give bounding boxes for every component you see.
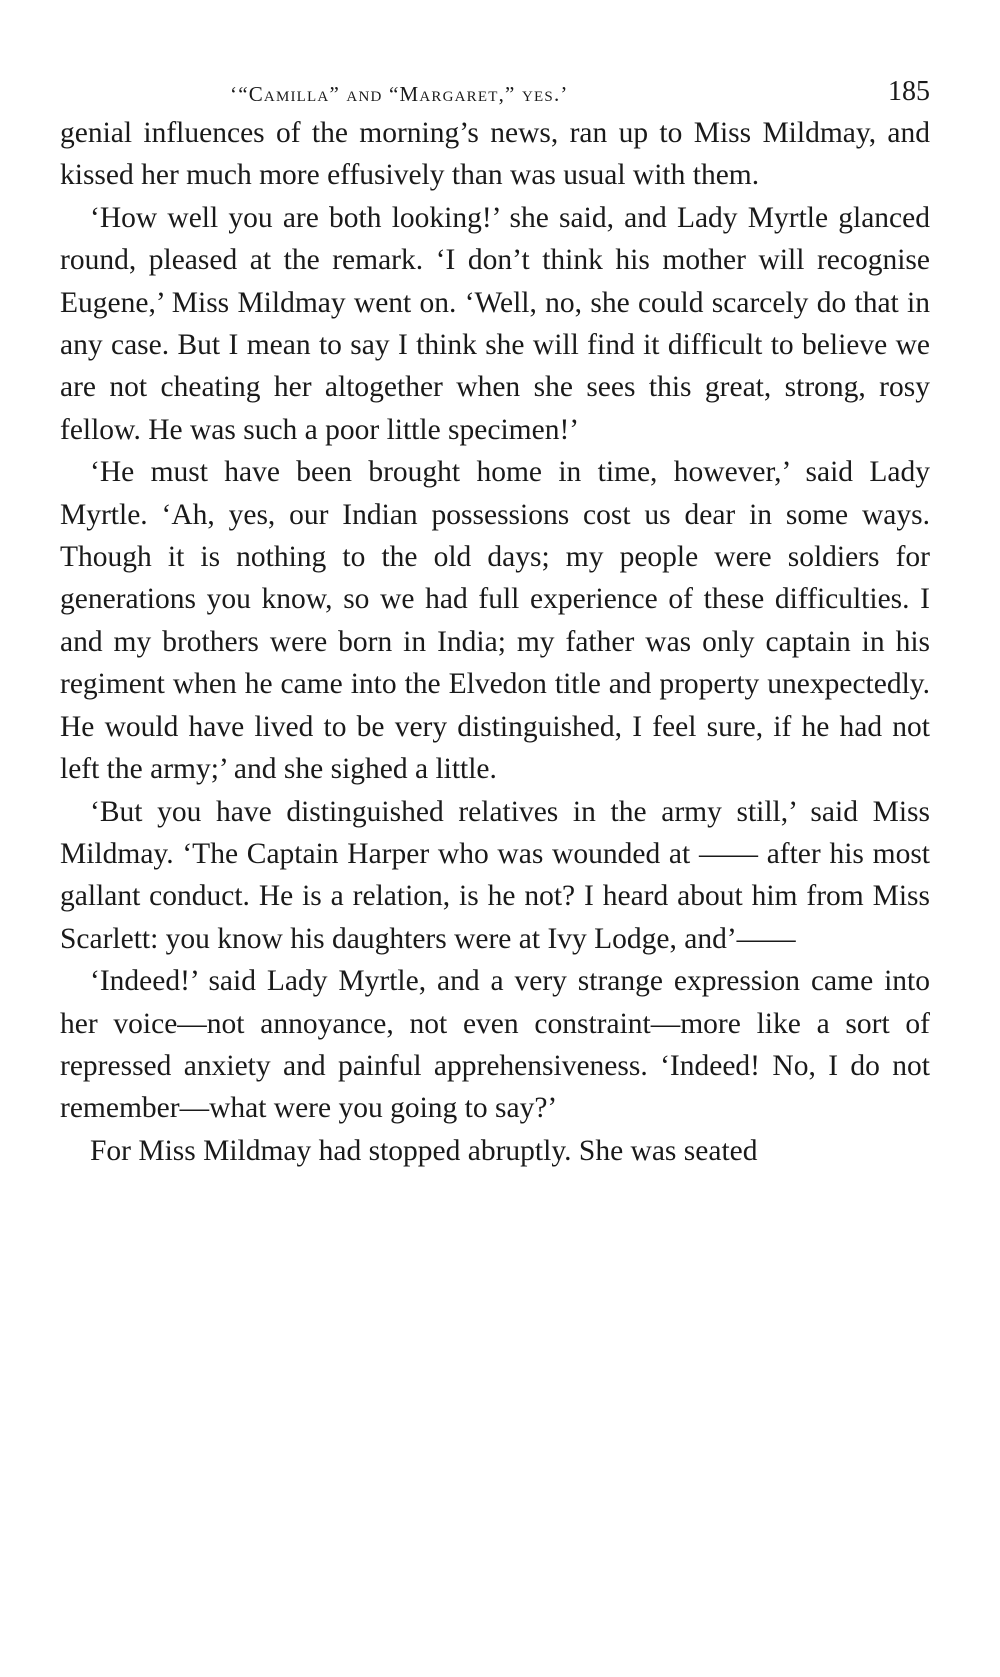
- paragraph: ‘But you have distinguished relatives in the army still,’ said Miss Mildmay. ‘The Captain Harper who was wounded at —— after his most gallant conduct. He is a relation, is he not? I heard about him from Miss Scarlett: you know his daughters were at Ivy Lodge, and’——: [60, 795, 930, 955]
- paragraph: ‘He must have been brought home in time, however,’ said Lady Myrtle. ‘Ah, yes, our Indian possessions cost us dear in some ways. Though it is nothing to the old days; my people were soldiers for generations you know, so we had full experience of these difficulties. I and my brothers were born in India; my father was only captain in his regiment when he came into the Elvedon title and property unexpectedly. He would have lived to be very distinguished, I feel sure, if he had not left the army;’ and she sighed a little.: [60, 456, 930, 786]
- body-text: [60, 112, 930, 1172]
- page-number: 185: [888, 76, 930, 107]
- running-title: ‘“Camilla” and “Margaret,” yes.’: [230, 82, 569, 106]
- paragraph: ‘Indeed!’ said Lady Myrtle, and a very strange expression came into her voice—not annoyance, not even constraint—more like a sort of repressed anxiety and painful apprehensiveness. ‘Indeed! No, I do not remember—what were you going to say?’: [60, 965, 930, 1125]
- paragraph: ‘How well you are both looking!’ she said, and Lady Myrtle glanced round, pleased at the remark. ‘I don’t think his mother will recognise Eugene,’ Miss Mildmay went on. ‘Well, no, she could scarcely do that in any case. But I mean to say I think she will find it difficult to believe we are not cheating her altogether when she sees this great, strong, rosy fellow. He was such a poor little specimen!’: [60, 201, 930, 446]
- paragraph: For Miss Mildmay had stopped abruptly. She was seated: [90, 1134, 758, 1167]
- book-page: [60, 68, 930, 1172]
- running-header: [60, 68, 930, 112]
- paragraph-continuation: genial influences of the morning’s news, ran up to Miss Mildmay, and kissed her much more effusively than was usual with them.: [60, 117, 930, 192]
